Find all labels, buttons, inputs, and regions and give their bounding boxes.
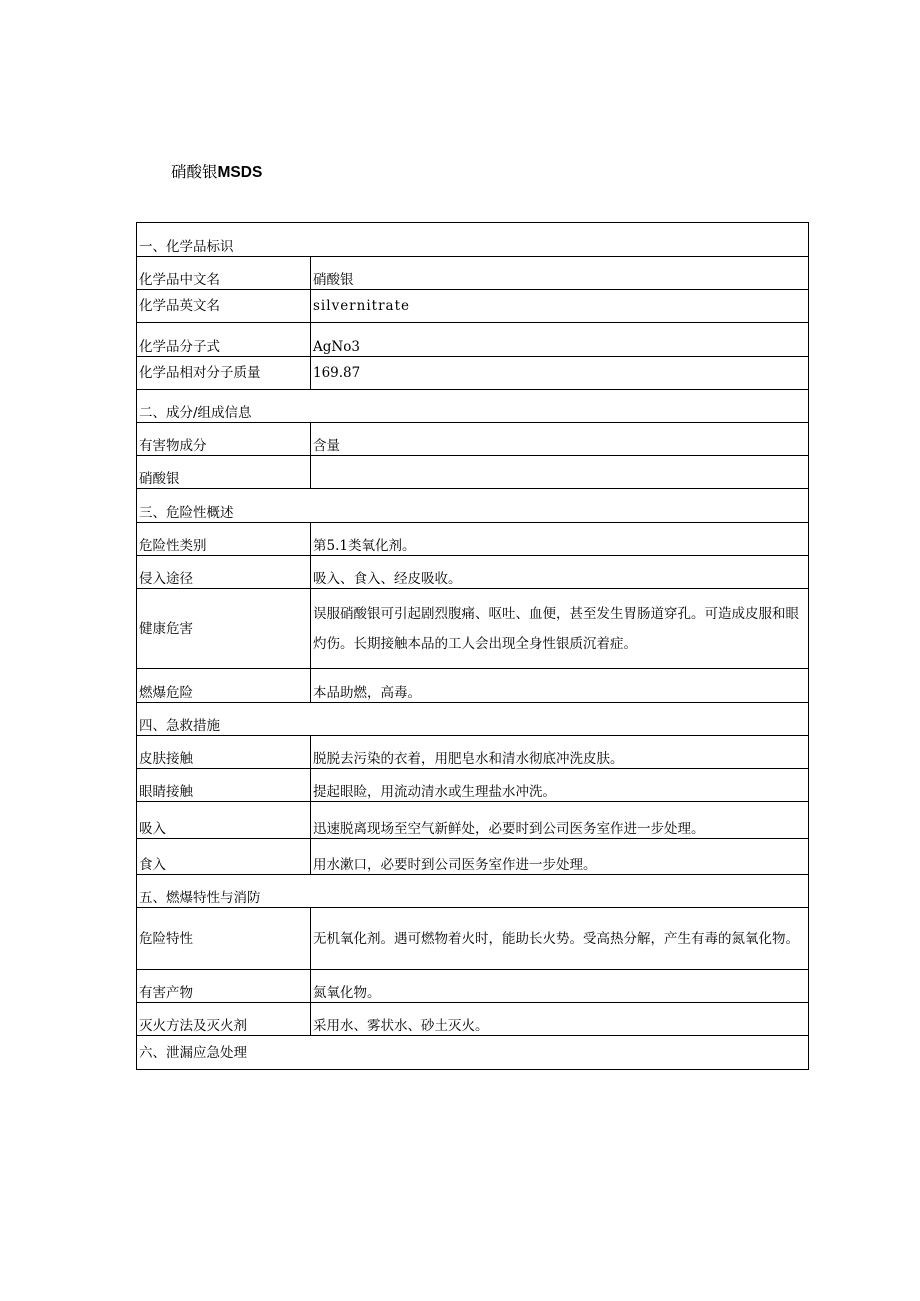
field-label: 健康危害: [137, 589, 311, 669]
title-english: MSDS: [217, 164, 263, 181]
field-value: 氮氧化物。: [311, 970, 809, 1003]
table-row: [137, 769, 809, 802]
field-label: 侵入途径: [137, 556, 311, 589]
table-row: [137, 970, 809, 1003]
field-label: 有害物成分: [137, 423, 311, 456]
table-row: [137, 669, 809, 703]
field-label: 吸入: [137, 802, 311, 839]
table-row: [137, 589, 809, 669]
field-label: 化学品英文名: [137, 290, 311, 323]
table-row: [137, 802, 809, 839]
field-value: 提起眼睑，用流动清水或生理盐水冲洗。: [311, 769, 809, 802]
field-value: silvernitrate: [311, 290, 809, 323]
field-label: 有害产物: [137, 970, 311, 1003]
section-heading: 三、危险性概述: [137, 489, 809, 523]
table-row: [137, 839, 809, 875]
section-heading: 四、急救措施: [137, 703, 809, 736]
field-value: 误服硝酸银可引起剧烈腹痛、呕吐、血便，甚至发生胃肠道穿孔。可造成皮服和眼灼伤。长期接触本品的工人会出现全身性银质沉着症。: [311, 589, 809, 669]
table-row: [137, 423, 809, 456]
field-label: 危险特性: [137, 908, 311, 970]
field-value: 吸入、食入、经皮吸收。: [311, 556, 809, 589]
field-label: 皮肤接触: [137, 736, 311, 769]
table-row: [137, 357, 809, 390]
field-label: 食入: [137, 839, 311, 875]
field-label: 眼睛接触: [137, 769, 311, 802]
field-value: [311, 456, 809, 489]
table-row: [137, 736, 809, 769]
field-label: 硝酸银: [137, 456, 311, 489]
section-heading: 二、成分/组成信息: [137, 390, 809, 423]
field-value: AgNo3: [311, 323, 809, 357]
table-row: [137, 523, 809, 556]
section-header-hazards: [137, 489, 809, 523]
section-header-identification: [137, 223, 809, 257]
field-value: 用水漱口，必要时到公司医务室作进一步处理。: [311, 839, 809, 875]
section-header-spill-response: [137, 1036, 809, 1070]
section-heading: 五、燃爆特性与消防: [137, 875, 809, 908]
msds-table: [136, 222, 809, 1070]
section-header-composition: [137, 390, 809, 423]
field-label: 燃爆危险: [137, 669, 311, 703]
table-row: [137, 257, 809, 290]
section-heading: 六、泄漏应急处理: [137, 1036, 809, 1070]
field-value: 脱脱去污染的衣着，用肥皂水和清水彻底冲洗皮肤。: [311, 736, 809, 769]
section-header-fire-fighting: [137, 875, 809, 908]
table-row: [137, 456, 809, 489]
field-value: 采用水、雾状水、砂土灭火。: [311, 1003, 809, 1036]
field-value: 含量: [311, 423, 809, 456]
table-row: [137, 1003, 809, 1036]
table-row: [137, 908, 809, 970]
field-label: 化学品中文名: [137, 257, 311, 290]
section-heading: 一、化学品标识: [137, 223, 809, 257]
field-value: 169.87: [311, 357, 809, 390]
field-label: 灭火方法及灭火剂: [137, 1003, 311, 1036]
table-row: [137, 290, 809, 323]
field-label: 危险性类别: [137, 523, 311, 556]
field-value: 迅速脱离现场至空气新鲜处，必要时到公司医务室作进一步处理。: [311, 802, 809, 839]
field-label: 化学品分子式: [137, 323, 311, 357]
field-value: 硝酸银: [311, 257, 809, 290]
field-label: 化学品相对分子质量: [137, 357, 311, 390]
table-row: [137, 556, 809, 589]
field-value: 第5.1类氧化剂。: [311, 523, 809, 556]
title-chinese: 硝酸银: [171, 163, 218, 181]
field-value: 本品助燃，高毒。: [311, 669, 809, 703]
field-value: 无机氧化剂。遇可燃物着火时，能助长火势。受高热分解，产生有毒的氮氧化物。: [311, 908, 809, 970]
table-row: [137, 323, 809, 357]
section-header-first-aid: [137, 703, 809, 736]
document-title: [171, 160, 262, 182]
